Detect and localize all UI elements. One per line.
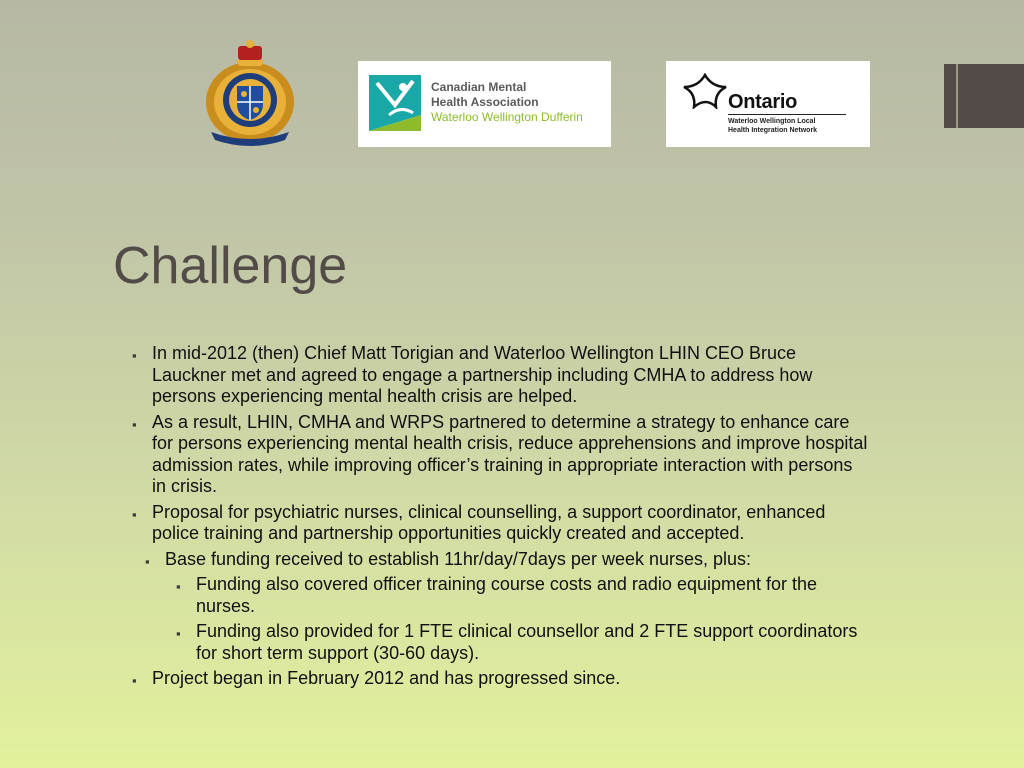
bullet-text: Base funding received to establish 11hr/day/7days per week nurses, plus: (165, 548, 752, 569)
bullet-text: Proposal for psychiatric nurses, clinical counselling, a support coordinator, enhanced police training and partnership opportunities quickly created and accepted. (152, 501, 826, 543)
bullet-text: Funding also covered officer training course costs and radio equipment for the nurses. (196, 574, 818, 616)
ontario-divider (728, 114, 846, 115)
accent-bar-narrow (944, 64, 956, 128)
cmha-branch-name: Waterloo Wellington Dufferin (431, 110, 583, 124)
cmha-logo (358, 61, 611, 147)
bullet-marker: ▪ (145, 553, 150, 569)
bullet-item (130, 621, 870, 664)
bullet-item (130, 668, 870, 690)
bullet-marker: ▪ (132, 348, 137, 363)
accent-bar-wide (958, 64, 1024, 128)
bullet-marker: ▪ (132, 673, 137, 688)
bullet-item (130, 412, 870, 498)
bullet-marker: ▪ (132, 416, 137, 432)
ontario-wordmark: Ontario (728, 91, 798, 113)
slide-title: Challenge (113, 237, 348, 295)
bullet-text: As a result, LHIN, CMHA and WRPS partnered to determine a strategy to enhance care for persons experiencing mental health crisis, reduce apprehensions and improve hospital admission rates, while improving officer’s training in appropriate interaction with persons in crisis. (152, 411, 868, 496)
ontario-lhin-logo (666, 61, 870, 147)
trillium-icon (682, 73, 728, 109)
lhin-name-line2: Health Integration Network (728, 127, 818, 134)
cmha-name-line1: Canadian Mental (431, 80, 527, 94)
bullet-list (130, 343, 870, 694)
bullet-text: Project began in February 2012 and has progressed since. (152, 668, 621, 688)
bullet-item (130, 549, 870, 571)
bullet-text: Funding also provided for 1 FTE clinical counsellor and 2 FTE support coordinators for short term support (30-60 days). (196, 621, 858, 663)
bullet-item (130, 343, 870, 408)
police-crest-logo (203, 36, 297, 148)
cmha-name-line2: Health Association (431, 95, 539, 109)
bullet-marker: ▪ (132, 506, 137, 522)
lhin-name-line1: Waterloo Wellington Local (728, 118, 816, 125)
bullet-marker: ▪ (176, 579, 181, 594)
bullet-text: In mid-2012 (then) Chief Matt Torigian and Waterloo Wellington LHIN CEO Bruce Lauckner met and agreed to engage a partnership including CMHA to address how persons experiencing mental health crisis are helped. (152, 343, 813, 406)
bullet-item (130, 574, 870, 617)
accent-bars (944, 64, 1024, 128)
bullet-marker: ▪ (176, 626, 181, 641)
bullet-item (130, 502, 870, 545)
cmha-emblem-icon (369, 75, 421, 131)
